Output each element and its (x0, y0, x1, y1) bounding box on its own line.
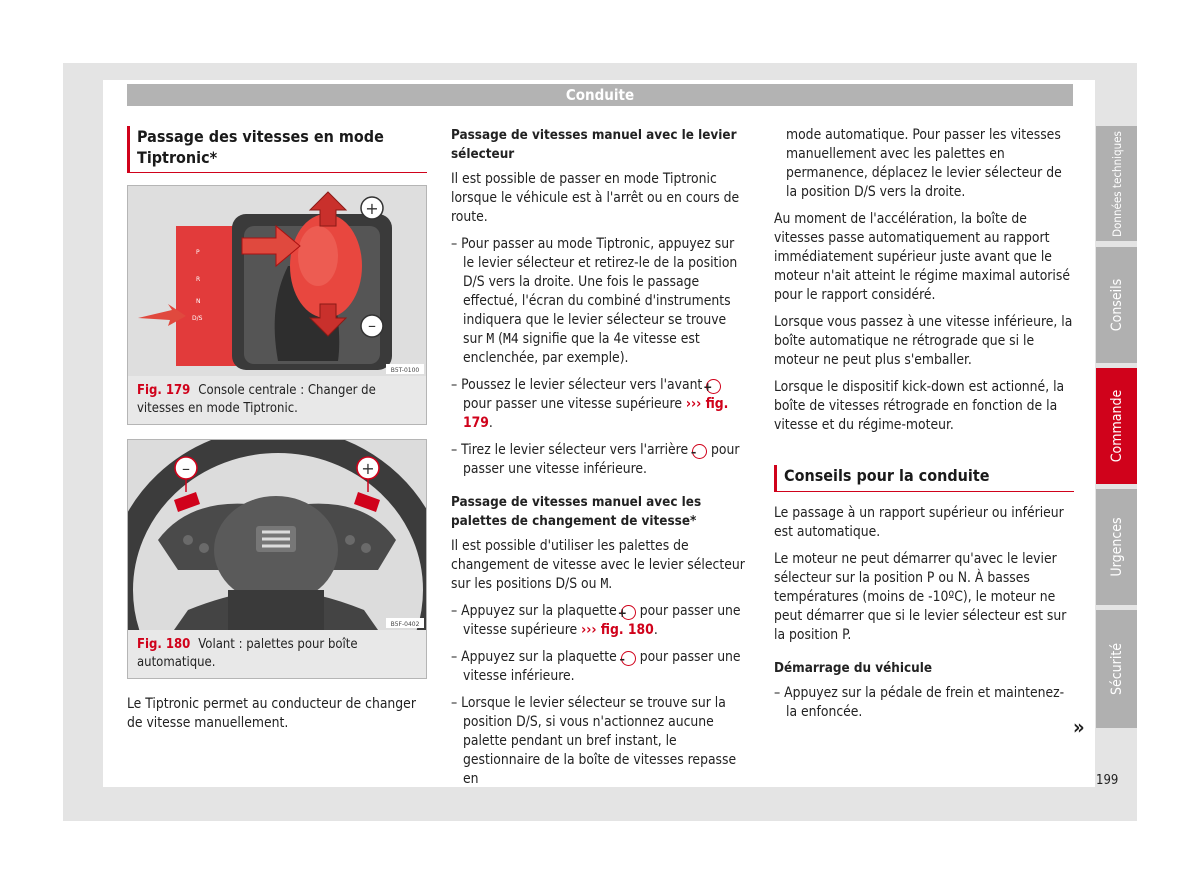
tab-label: Urgences (1108, 517, 1125, 577)
figure-caption (128, 376, 426, 424)
paragraph-continued: mode automatique. Pour passer les vitesses manuellement avec les palettes en permanence, déplacez le levier sélecteur de la position D/S vers la droite. (786, 127, 1062, 200)
minus-icon: – (692, 444, 707, 459)
gear-console-illustration (128, 186, 426, 376)
minus-icon: – (368, 316, 376, 335)
gear-label-r: R (196, 276, 201, 283)
plus-icon: + (365, 199, 379, 218)
bullet-item: – Pour passer au mode Tiptronic, appuyez sur le levier sélecteur et retirez-le de la position D/S vers la droite. Une fois le passage effectué, l'écran du combiné d'instruments indiquera que le levier sélecteur se trouve sur M (M4 signifie que la 4e vitesse est enclenchée, par exemple). (451, 235, 749, 368)
minus-icon: – (182, 459, 190, 478)
tab-donnees-techniques[interactable] (1096, 126, 1137, 241)
plus-icon: + (621, 605, 636, 620)
plus-icon: + (361, 459, 375, 478)
figure-code: B5T-0100 (390, 367, 420, 374)
paragraph: Lorsque le dispositif kick-down est actionné, la boîte de vitesses rétrograde en fonction de la vitesse et du régime-moteur. (774, 379, 1065, 433)
figure-caption (128, 630, 426, 678)
paragraph: Il est possible de passer en mode Tiptronic lorsque le véhicule est à l'arrêt ou en cours de route. (451, 171, 740, 225)
figure-link[interactable]: ››› fig. 179 (463, 396, 729, 431)
tab-conseils[interactable] (1096, 247, 1137, 363)
gear-label-p: P (196, 249, 200, 256)
bullet-item: – Tirez le levier sélecteur vers l'arrière – pour passer une vitesse inférieure. (451, 441, 749, 479)
tab-label: Commande (1108, 389, 1125, 463)
bullet-item: – Appuyez sur la pédale de frein et maintenez-la enfoncée. (774, 684, 1074, 722)
subheading-paddles: Passage de vitesses manuel avec les palettes de changement de vitesse* (451, 495, 702, 529)
page-number: 199 (1096, 773, 1119, 788)
gear-label-n: N (196, 298, 201, 305)
tab-urgences[interactable] (1096, 489, 1137, 605)
gear-label-ds: D/S (192, 315, 203, 322)
paragraph: Il est possible d'utiliser les palettes de changement de vitesse avec le levier sélecteur sur les positions D/S ou M. (451, 538, 745, 592)
figure-code: B5F-0402 (390, 621, 420, 628)
tab-label: Données techniques (1109, 130, 1124, 237)
subheading-start: Démarrage du véhicule (774, 661, 933, 676)
tab-securite[interactable] (1096, 610, 1137, 728)
subheading-lever: Passage de vitesses manuel avec le levier sélecteur (451, 128, 737, 162)
bullet-item: – Lorsque le levier sélecteur se trouve sur la position D/S, si vous n'actionnez aucune palette pendant un bref instant, le gestionnaire de la boîte de vitesses repasse en (451, 694, 749, 789)
section-heading-tiptronic: Passage des vitesses en mode Tiptronic* (127, 126, 427, 173)
figure-180 (127, 439, 427, 679)
tab-label: Sécurité (1108, 642, 1125, 696)
figure-number: Fig. 179 (137, 383, 191, 398)
tab-label: Conseils (1108, 278, 1125, 332)
continue-marker: » (1073, 715, 1085, 739)
left-column (127, 126, 427, 741)
minus-icon: – (621, 651, 636, 666)
right-column (774, 126, 1074, 730)
paragraph: Le passage à un rapport supérieur ou inférieur est automatique. (774, 505, 1064, 540)
bullet-item: – Poussez le levier sélecteur vers l'avant + pour passer une vitesse supérieure ››› fig. 179. (451, 376, 749, 433)
figure-caption-text: Console centrale : Changer de vitesses en mode Tiptronic. (137, 383, 376, 416)
steering-wheel-illustration (128, 440, 426, 630)
bullet-item: – Appuyez sur la plaquette + pour passer une vitesse supérieure ››› fig. 180. (451, 602, 749, 640)
section-heading-conseils: Conseils pour la conduite (774, 465, 1074, 492)
figure-link[interactable]: ››› fig. 180 (581, 622, 654, 638)
chapter-header: Conduite (127, 84, 1073, 106)
paragraph: Le moteur ne peut démarrer qu'avec le levier sélecteur sur la position P ou N. À basses températures (moins de -10ºC), le moteur ne peut démarrer que si le levier sélecteur est sur la position P. (774, 551, 1067, 643)
figure-caption-text: Volant : palettes pour boîte automatique. (137, 637, 358, 670)
paragraph: Au moment de l'accélération, la boîte de vitesses passe automatiquement au rapport immédiatement supérieur juste avant que le moteur n'ait atteint le régime maximal autorisé pour le rapport considéré. (774, 211, 1070, 303)
middle-column (451, 126, 749, 797)
figure-number: Fig. 180 (137, 637, 191, 652)
paragraph: Lorsque vous passez à une vitesse inférieure, la boîte automatique ne rétrograde que si le moteur ne peut plus s'emballer. (774, 314, 1073, 368)
tab-commande[interactable] (1096, 368, 1137, 484)
plus-icon: + (706, 379, 721, 394)
figure-179 (127, 185, 427, 425)
intro-paragraph: Le Tiptronic permet au conducteur de changer de vitesse manuellement. (127, 696, 416, 731)
bullet-item: – Appuyez sur la plaquette – pour passer une vitesse inférieure. (451, 648, 749, 686)
